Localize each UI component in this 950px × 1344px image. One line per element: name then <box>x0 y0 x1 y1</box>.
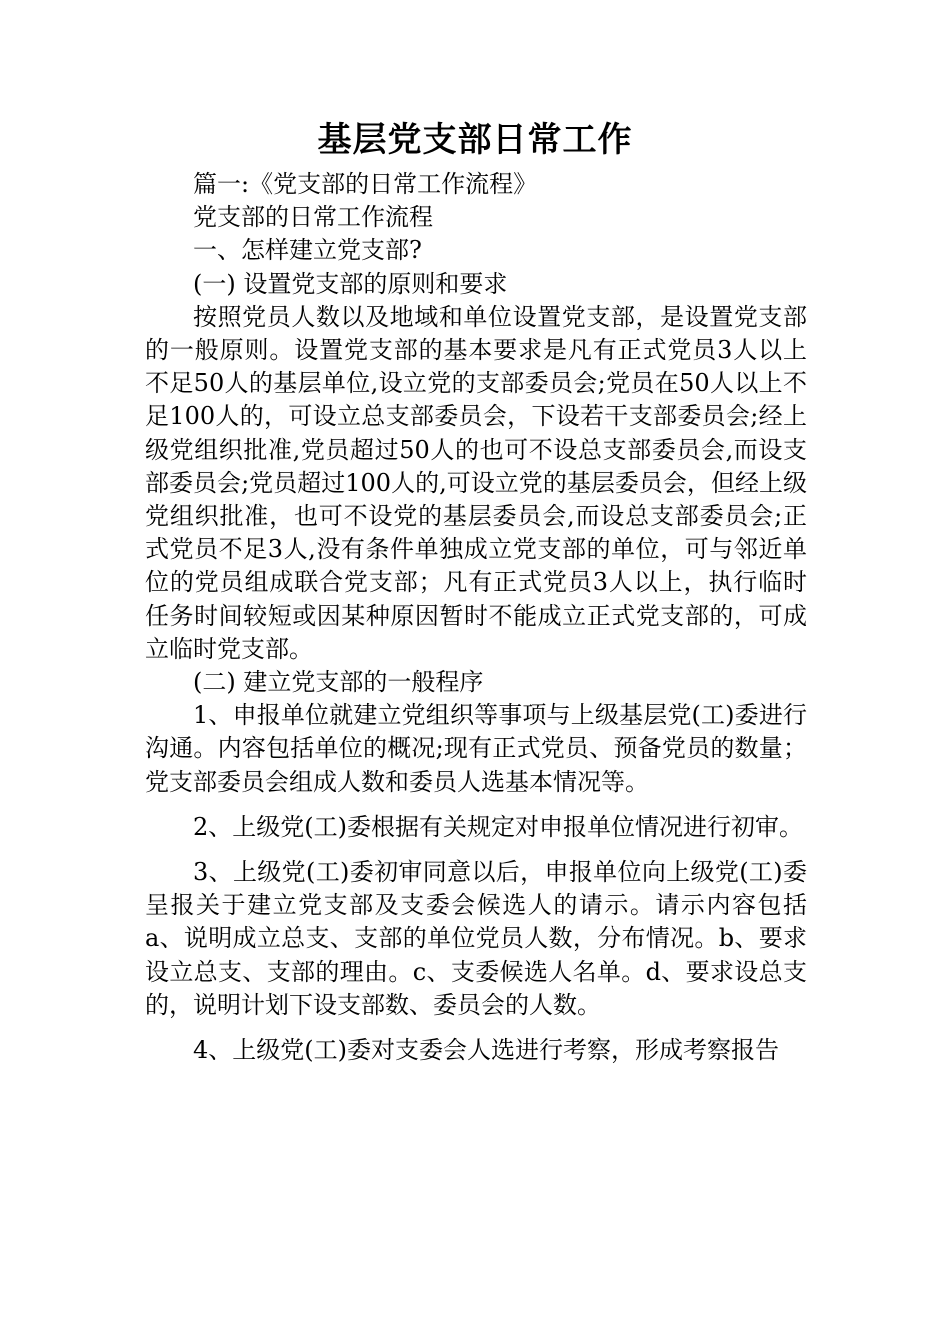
paragraph-subtitle: 党支部的日常工作流程 <box>193 203 433 232</box>
paragraph-step-1: 1、申报单位就建立党组织等事项与上级基层党(工)委进行沟通。内容包括单位的概况;现有正式党员、预备党员的数量；党支部委员会组成人数和委员人选基本情况等。 <box>145 701 807 796</box>
paragraph-chapter-heading: 篇一:《党支部的日常工作流程》 <box>193 170 538 198</box>
paragraph-step-3: 3、上级党(工)委初审同意以后，申报单位向上级党(工)委呈报关于建立党支部及支委会候选人的请示。请示内容包括a、说明成立总支、支部的单位党员人数，分布情况。b、要求设立总支、支部的理由。c、支委候选人名单。d、要求设总支的，说明计划下设支部数、委员会的人数。 <box>145 858 807 1019</box>
paragraph-principles: 按照党员人数以及地域和单位设置党支部，是设置党支部的一般原则。设置党支部的基本要求是凡有正式党员3人以上不足50人的基层单位,设立党的支部委员会;党员在50人以上不足100人的，可设立总支部委员会，下设若干支部委员会;经上级党组织批准,党员超过50人的也可不设总支部委员会,而设支部委员会;党员超过100人的,可设立党的基层委员会，但经上级党组织批准，也可不设党的基层委员会,而设总支部委员会;正式党员不足3人,没有条件单独成立党支部的单位，可与邻近单位的党员组成联合党支部；凡有正式党员3人以上，执行临时任务时间较短或因某种原因暂时不能成立正式党支部的，可成立临时党支部。 <box>145 302 807 663</box>
paragraph-section-heading: 一、怎样建立党支部? <box>193 236 422 265</box>
paragraph-subsection-heading: (一) 设置党支部的原则和要求 <box>193 269 508 298</box>
paragraph-step-2: 2、上级党(工)委根据有关规定对申报单位情况进行初审。 <box>193 812 803 841</box>
document-body <box>145 168 807 1067</box>
document-title: 基层党支部日常工作 <box>317 120 633 160</box>
paragraph-subsection-heading: (二) 建立党支部的一般程序 <box>193 668 484 697</box>
paragraph-step-4: 4、上级党(工)委对支委会人选进行考察，形成考察报告 <box>193 1036 779 1065</box>
